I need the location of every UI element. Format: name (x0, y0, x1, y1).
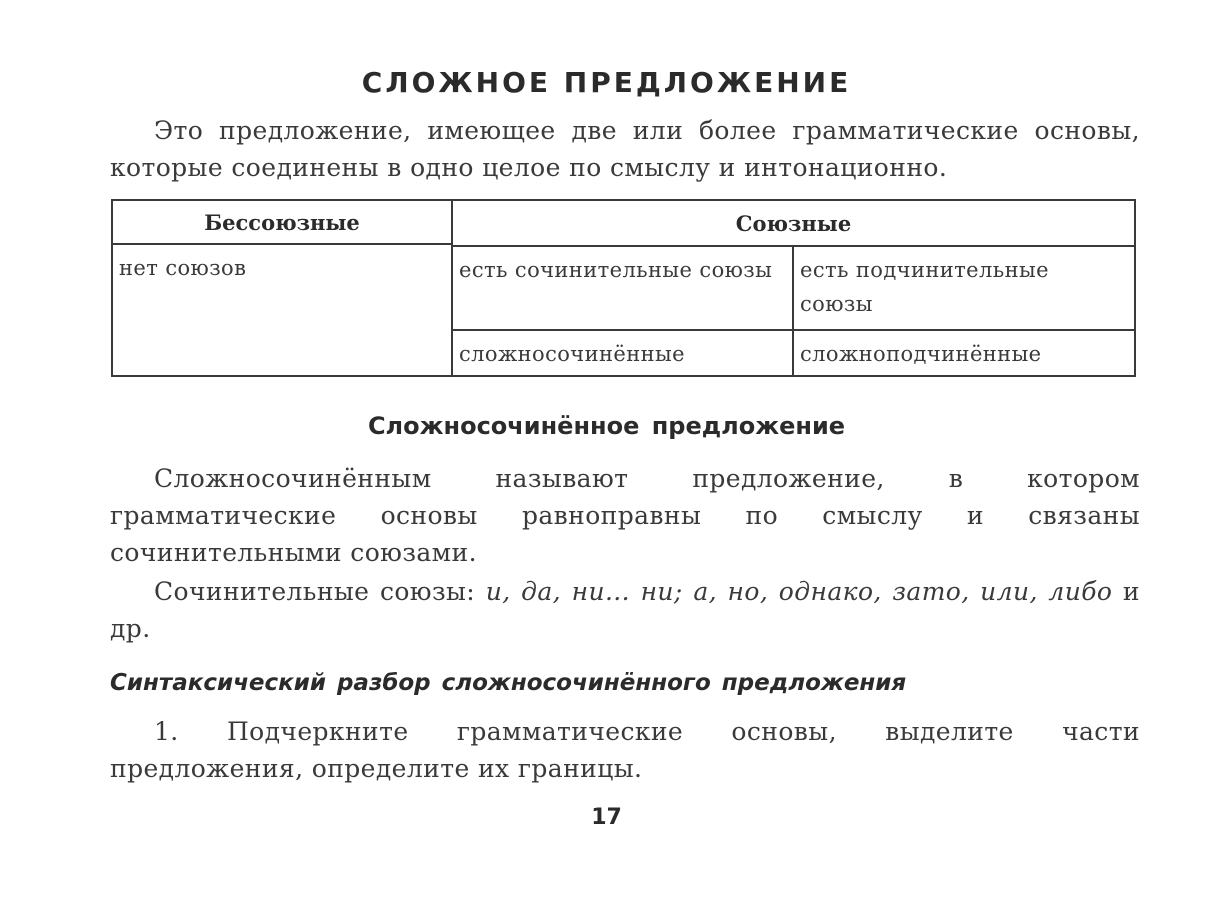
classification-table (111, 199, 1136, 377)
table-cell-no-conjunctions: нет союзов (111, 243, 453, 377)
table-cell-subordinating: есть подчинительные союзы (792, 245, 1136, 331)
table-cell-coordinating: есть сочинительные союзы (451, 245, 794, 331)
table-cell-compound: сложносочинённые (451, 329, 794, 377)
table-header-soyuznye: Союзные (451, 199, 1136, 247)
table-cell-complex: сложноподчинённые (792, 329, 1136, 377)
definition-paragraph: Сложносочинённым называют предложение, в котором грамматические основы равноправны по смыслу и связаны сочинительными союзами. (110, 464, 1140, 567)
conjunctions-label: Сочинительные союзы: (154, 577, 476, 606)
conjunctions-paragraph (110, 573, 1140, 647)
analysis-step-1: 1. Подчеркните грамматические основы, выделите части предложения, определите их границы. (110, 717, 1140, 783)
conjunctions-list: и, да, ни... ни; а, но, однако, зато, или, либо (485, 577, 1113, 606)
table-header-bessoyuznye: Бессоюзные (111, 199, 453, 245)
intro-paragraph: Это предложение, имеющее две или более грамматические основы, которые соединены в одно целое по смыслу и интонационно. (110, 116, 1140, 182)
page-title: СЛОЖНОЕ ПРЕДЛОЖЕНИЕ (361, 66, 852, 99)
page-number: 17 (591, 805, 622, 830)
section-title: Сложносочинённое предложение (367, 412, 846, 440)
conjunctions-suffix: и др. (110, 577, 1140, 643)
analysis-title: Синтаксический разбор сложносочинённого предложения (110, 670, 907, 696)
